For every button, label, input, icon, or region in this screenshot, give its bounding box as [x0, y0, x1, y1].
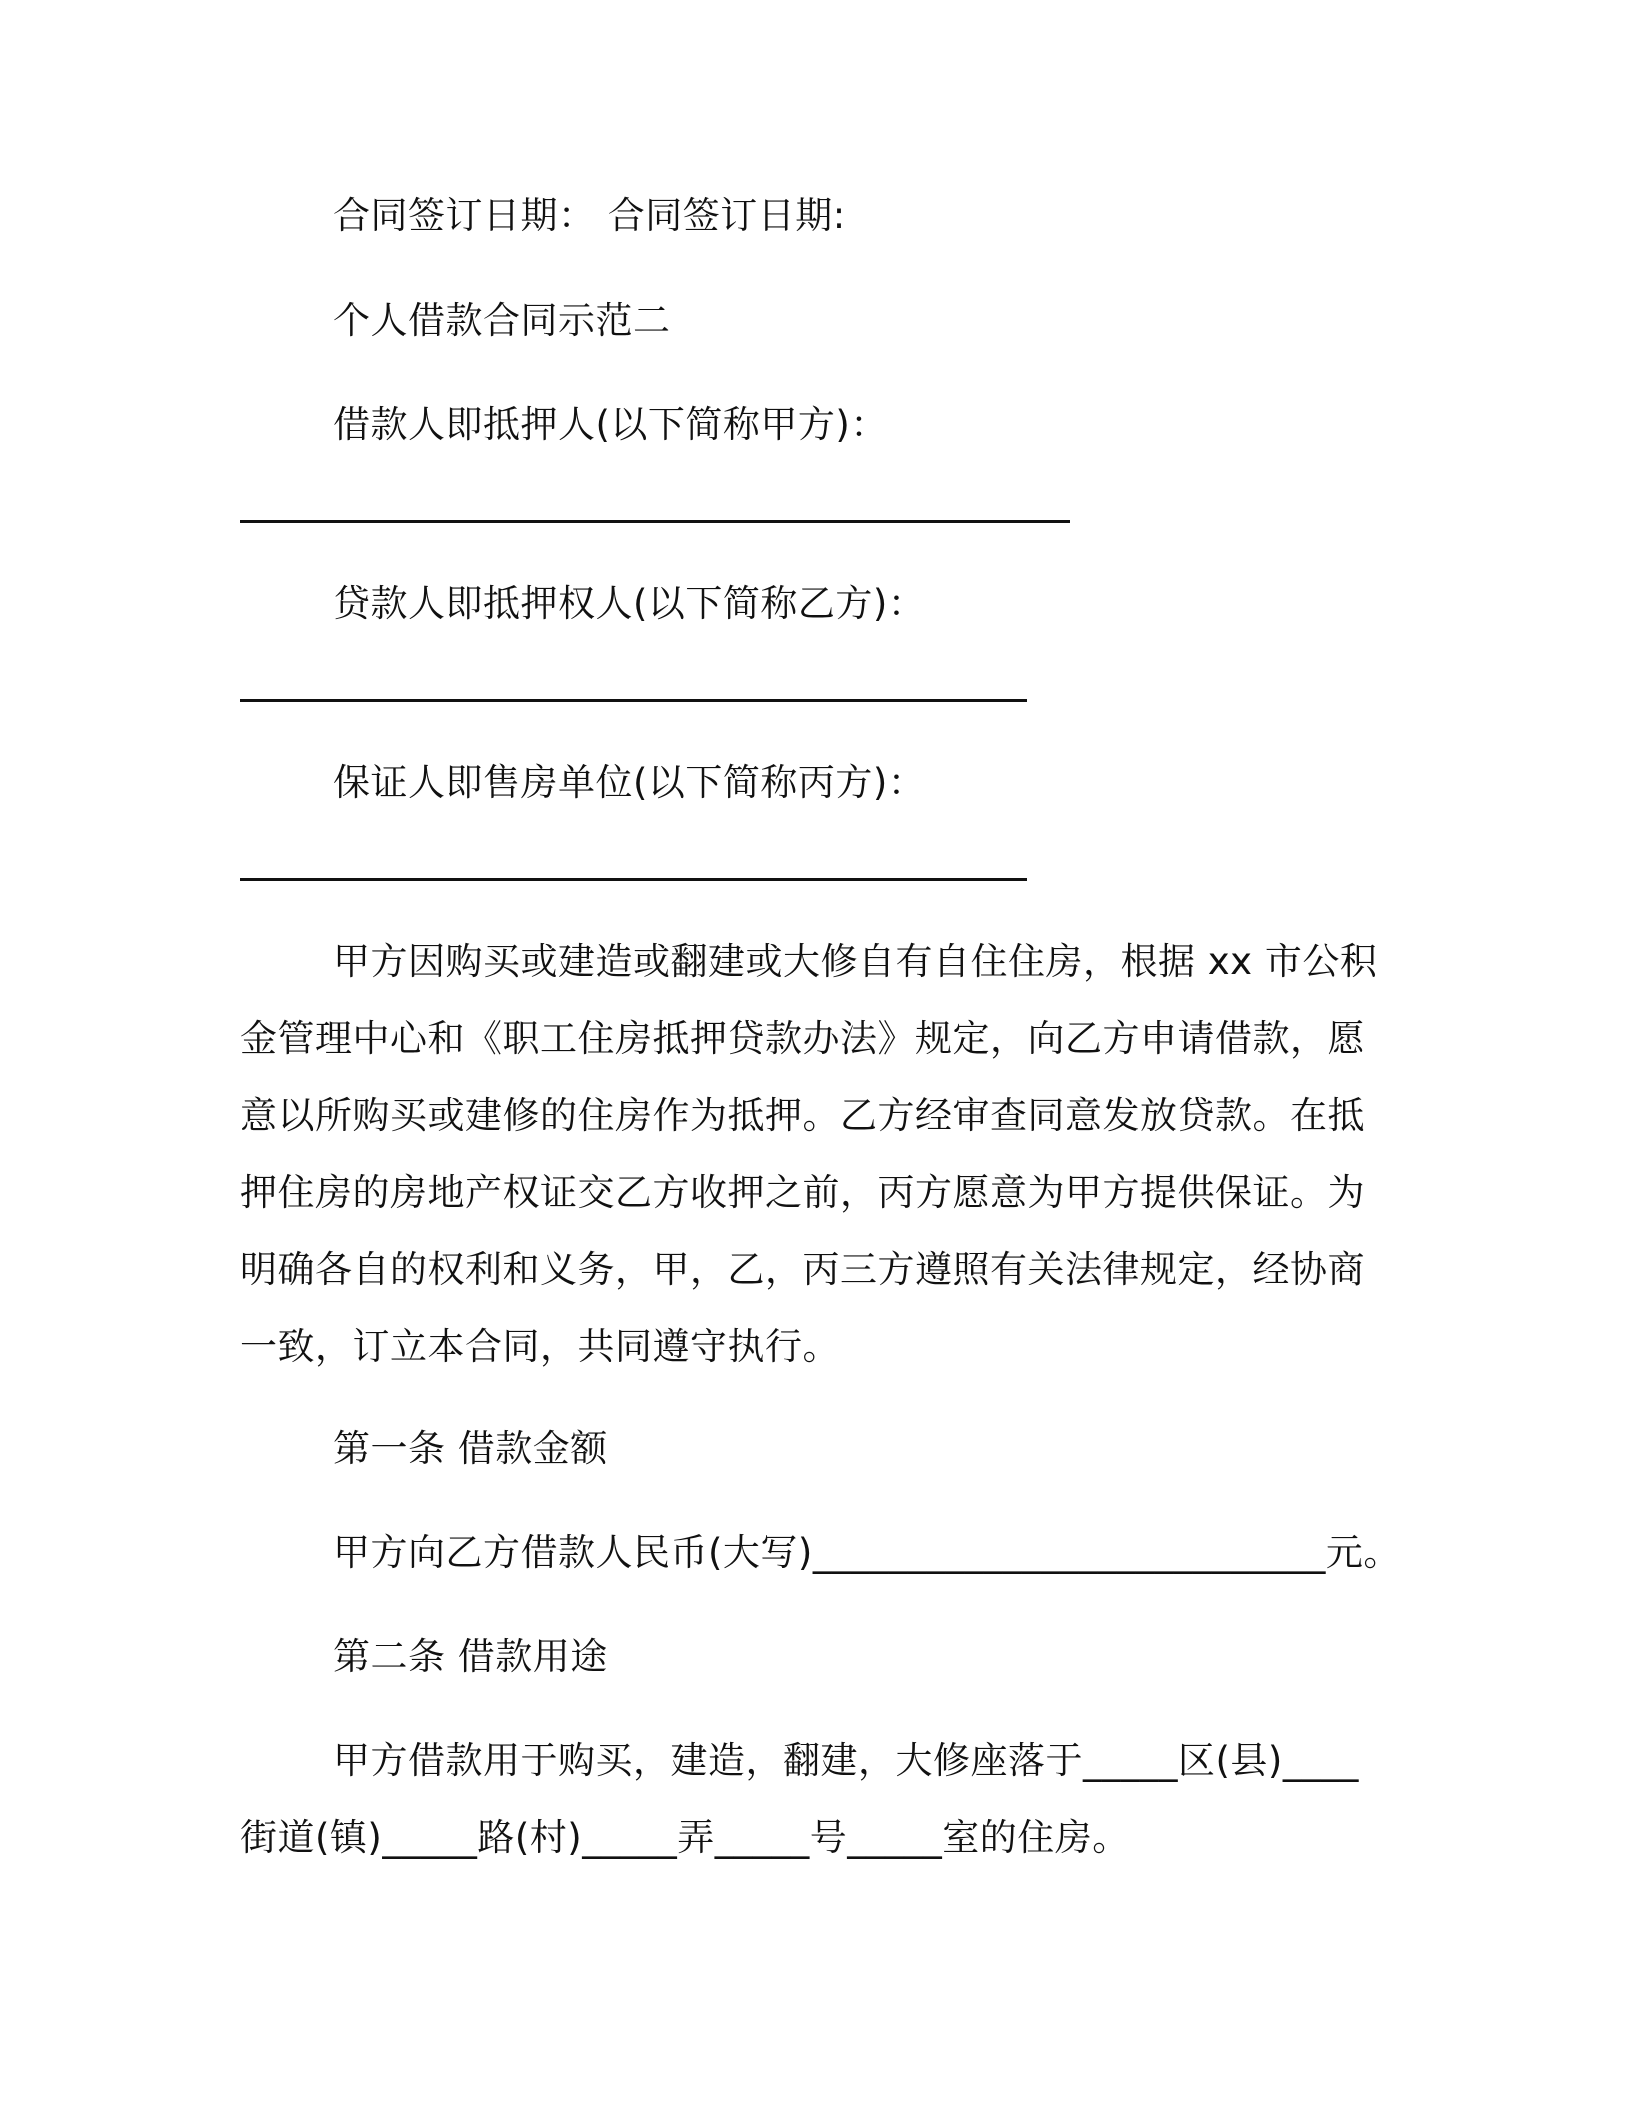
document-title: 个人借款合同示范二 [333, 299, 671, 342]
article-1-text: 甲方向乙方借款人民币(大写)___________________________元。 [333, 1531, 1401, 1574]
intro-row-3: 意以所购买或建修的住房作为抵押。乙方经审查同意发放贷款。在抵 [240, 1094, 1365, 1137]
signing-date-line: 合同签订日期： 合同签订日期: [333, 194, 846, 237]
article-2-row-2: 街道(镇)_____路(村)_____弄_____号_____室的住房。 [240, 1816, 1130, 1859]
party-a-label: 借款人即抵押人(以下简称甲方)： [333, 403, 888, 446]
party-c-label: 保证人即售房单位(以下简称丙方)： [333, 761, 926, 804]
article-2-heading: 第二条 借款用途 [333, 1635, 608, 1678]
intro-row-4: 押住房的房地产权证交乙方收押之前，丙方愿意为甲方提供保证。为 [240, 1171, 1365, 1214]
intro-row-1: 甲方因购买或建造或翻建或大修自有自住住房，根据 xx 市公积 [333, 940, 1378, 983]
article-2-row-1: 甲方借款用于购买，建造，翻建，大修座落于_____区(县)____ [333, 1739, 1359, 1782]
intro-row-6: 一致，订立本合同，共同遵守执行。 [240, 1325, 840, 1368]
party-b-blank-line [240, 699, 1027, 702]
intro-row-2: 金管理中心和《职工住房抵押贷款办法》规定，向乙方申请借款，愿 [240, 1017, 1365, 1060]
article-1-heading: 第一条 借款金额 [333, 1427, 608, 1470]
party-a-blank-line [240, 520, 1070, 523]
party-c-blank-line [240, 878, 1027, 881]
party-b-label: 贷款人即抵押权人(以下简称乙方)： [333, 582, 926, 625]
intro-row-5: 明确各自的权利和义务，甲，乙，丙三方遵照有关法律规定，经协商 [240, 1248, 1365, 1291]
